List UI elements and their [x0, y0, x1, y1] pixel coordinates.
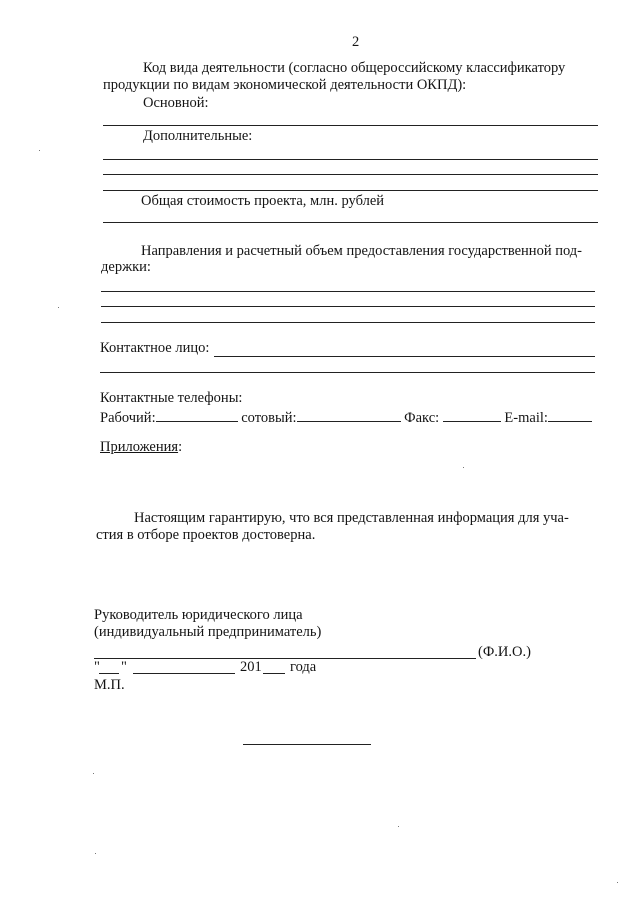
main-activity-label: Основной: — [143, 95, 209, 111]
scan-speck — [617, 882, 618, 883]
work-phone-label: Рабочий: — [100, 410, 156, 426]
page-number: 2 — [352, 34, 360, 50]
scan-speck — [463, 467, 464, 468]
activity-heading-line1: Код вида деятельности (согласно общероссийскому классификатору — [143, 60, 566, 76]
end-separator — [243, 744, 371, 745]
guarantee-text-line2: стия в отборе проектов достоверна. — [96, 527, 316, 543]
main-activity-field[interactable] — [103, 125, 598, 126]
support-field-1[interactable] — [101, 291, 595, 292]
attachments-heading — [100, 439, 182, 456]
phone-fields-row — [100, 408, 592, 427]
date-quote-close: " — [121, 659, 127, 675]
date-quote-open: " — [94, 659, 100, 675]
date-month-field[interactable] — [133, 673, 235, 674]
additional-activity-field-1[interactable] — [103, 159, 598, 160]
contact-person-field[interactable] — [214, 356, 595, 357]
contact-person-field-2[interactable] — [100, 372, 595, 373]
signatory-title-line2: (индивидуальный предприниматель) — [94, 624, 322, 640]
activity-heading-line2: продукции по видам экономической деятельности ОКПД): — [103, 77, 467, 93]
mobile-phone-label: сотовый: — [241, 410, 297, 426]
signatory-title-line1: Руководитель юридического лица — [94, 607, 303, 623]
contact-phones-label: Контактные телефоны: — [100, 390, 243, 406]
date-day-field[interactable] — [99, 673, 119, 674]
fio-label: (Ф.И.О.) — [478, 644, 531, 660]
stamp-label: М.П. — [94, 677, 125, 693]
date-year-suffix: года — [290, 659, 317, 675]
work-phone-field[interactable] — [156, 408, 238, 422]
attachments-label: Приложения — [100, 439, 179, 455]
email-field[interactable] — [548, 408, 592, 422]
total-cost-label: Общая стоимость проекта, млн. рублей — [141, 193, 385, 209]
support-field-3[interactable] — [101, 322, 595, 323]
date-year-prefix: 201 — [240, 659, 262, 675]
additional-activity-field-3[interactable] — [103, 190, 598, 191]
support-text-line2: держки: — [101, 259, 151, 275]
email-label: E-mail: — [504, 410, 548, 426]
fax-field[interactable] — [443, 408, 501, 422]
additional-activity-field-2[interactable] — [103, 174, 598, 175]
guarantee-text-line1: Настоящим гарантирую, что вся представленная информация для уча- — [134, 510, 569, 526]
fax-label: Факс: — [404, 410, 440, 426]
support-text-line1: Направления и расчетный объем предоставления государственной под- — [141, 243, 583, 259]
scan-speck — [93, 773, 94, 774]
attachments-colon: : — [178, 439, 183, 455]
mobile-phone-field[interactable] — [297, 408, 401, 422]
scan-speck — [58, 307, 59, 308]
scan-speck — [398, 826, 399, 827]
date-year-field[interactable] — [263, 673, 285, 674]
contact-person-label: Контактное лицо: — [100, 340, 210, 356]
signature-field[interactable] — [94, 658, 476, 659]
total-cost-field[interactable] — [103, 222, 598, 223]
scan-speck — [39, 150, 40, 151]
additional-activity-label: Дополнительные: — [143, 128, 253, 144]
support-field-2[interactable] — [101, 306, 595, 307]
scan-speck — [95, 853, 96, 854]
